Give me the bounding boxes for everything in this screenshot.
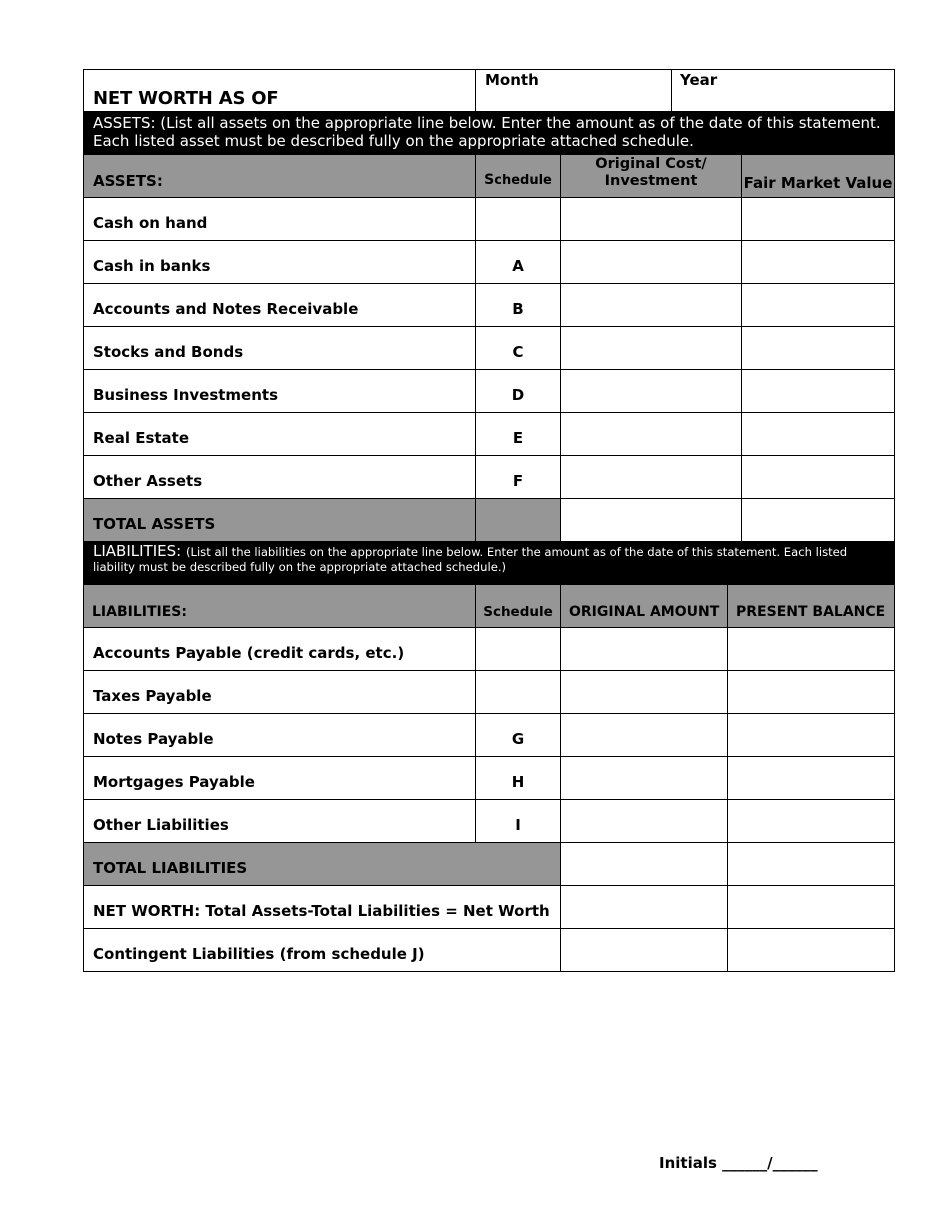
schedule-header-s: S [484, 172, 495, 188]
form-title: NET WORTH AS OF [93, 88, 279, 109]
asset-schedule: C [475, 327, 560, 369]
original-cost-header-line1: Original Cost/ [595, 156, 707, 172]
month-field[interactable] [475, 70, 671, 111]
assets-instructions-bar [83, 112, 895, 155]
asset-fair-market-value-field[interactable] [741, 198, 894, 240]
liability-row [83, 757, 895, 800]
liability-schedule: I [475, 800, 560, 842]
liability-label: Mortgages Payable [93, 773, 255, 791]
asset-schedule: B [475, 284, 560, 326]
contingent-liabilities-row [83, 929, 895, 972]
liability-label: Notes Payable [93, 730, 214, 748]
asset-fair-market-value-field[interactable] [741, 413, 894, 455]
asset-fair-market-value-field[interactable] [741, 327, 894, 369]
asset-original-cost-field[interactable] [560, 456, 741, 498]
liabilities-instructions [84, 542, 894, 575]
liability-row [83, 671, 895, 714]
asset-original-cost-field[interactable] [560, 241, 741, 283]
liability-row [83, 800, 895, 843]
net-worth-row [83, 886, 895, 929]
liability-present-balance-field[interactable] [727, 714, 894, 756]
liability-schedule: G [475, 714, 560, 756]
liability-schedule: H [475, 757, 560, 799]
asset-row [83, 456, 895, 499]
liability-present-balance-field[interactable] [727, 628, 894, 670]
asset-row [83, 241, 895, 284]
liability-row [83, 714, 895, 757]
liability-original-amount-field[interactable] [560, 757, 727, 799]
asset-row [83, 198, 895, 241]
asset-label: Stocks and Bonds [93, 343, 244, 361]
asset-label: Cash on hand [93, 214, 208, 232]
liabilities-instructions-line2: liability must be described fully on the appropriate attached schedule.) [93, 560, 507, 574]
liability-original-amount-field[interactable] [560, 671, 727, 713]
original-cost-header [560, 155, 741, 197]
schedule-header-rest: chedule [494, 173, 552, 188]
asset-original-cost-field[interactable] [560, 284, 741, 326]
total-assets-schedule-shaded [475, 499, 560, 541]
initials-field[interactable]: Initials ______/______ [659, 1154, 818, 1172]
asset-label: Business Investments [93, 386, 279, 404]
asset-row [83, 413, 895, 456]
asset-schedule: F [475, 456, 560, 498]
asset-original-cost-field[interactable] [560, 370, 741, 412]
liabilities-header-row [83, 585, 895, 628]
assets-instructions-line2: Each listed asset must be described fully on the appropriate attached schedule. [93, 132, 694, 150]
asset-row [83, 370, 895, 413]
total-assets-row [83, 499, 895, 542]
asset-original-cost-field[interactable] [560, 327, 741, 369]
asset-label: Accounts and Notes Receivable [93, 300, 359, 318]
liabilities-instructions-title: LIABILITIES: [93, 542, 182, 560]
liabilities-instructions-bar [83, 542, 895, 585]
net-worth-label: NET WORTH: Total Assets-Total Liabilities = Net Worth [93, 902, 550, 920]
fair-market-value-header: Fair Market Value [741, 155, 894, 197]
total-liabilities-original-amount-field[interactable] [560, 843, 727, 885]
net-worth-original-amount-field[interactable] [560, 886, 727, 928]
liability-label: Accounts Payable (credit cards, etc.) [93, 644, 405, 662]
asset-original-cost-field[interactable] [560, 413, 741, 455]
total-assets-original-cost-field[interactable] [560, 499, 741, 541]
contingent-original-amount-field[interactable] [560, 929, 727, 971]
liability-present-balance-field[interactable] [727, 800, 894, 842]
year-label: Year [680, 71, 718, 89]
liability-present-balance-field[interactable] [727, 671, 894, 713]
net-worth-form [83, 69, 895, 972]
asset-original-cost-field[interactable] [560, 198, 741, 240]
liability-schedule [475, 671, 560, 713]
asset-schedule: E [475, 413, 560, 455]
assets-header-row [83, 155, 895, 198]
liability-present-balance-field[interactable] [727, 757, 894, 799]
net-worth-present-balance-field[interactable] [727, 886, 894, 928]
original-amount-header: ORIGINAL AMOUNT [560, 585, 727, 627]
asset-row [83, 284, 895, 327]
assets-header-label: ASSETS: [93, 172, 163, 190]
original-cost-header-line2: Investment [604, 173, 698, 189]
asset-schedule: A [475, 241, 560, 283]
liability-original-amount-field[interactable] [560, 714, 727, 756]
assets-instructions-line1: ASSETS: (List all assets on the appropriate line below. Enter the amount as of the date of this statement. [93, 114, 881, 132]
asset-label: Cash in banks [93, 257, 211, 275]
asset-row [83, 327, 895, 370]
total-assets-label: TOTAL ASSETS [84, 499, 475, 541]
total-liabilities-present-balance-field[interactable] [727, 843, 894, 885]
liabilities-schedule-header: Schedule [475, 585, 560, 627]
liability-label: Taxes Payable [93, 687, 212, 705]
liability-original-amount-field[interactable] [560, 628, 727, 670]
liability-schedule [475, 628, 560, 670]
liability-label: Other Liabilities [93, 816, 229, 834]
present-balance-header: PRESENT BALANCE [727, 585, 894, 627]
asset-fair-market-value-field[interactable] [741, 370, 894, 412]
month-label: Month [485, 71, 539, 89]
asset-schedule: D [475, 370, 560, 412]
asset-fair-market-value-field[interactable] [741, 241, 894, 283]
contingent-liabilities-label: Contingent Liabilities (from schedule J) [93, 945, 425, 963]
schedule-header [475, 155, 560, 197]
liability-original-amount-field[interactable] [560, 800, 727, 842]
contingent-present-balance-field[interactable] [727, 929, 894, 971]
title-row [83, 69, 895, 112]
assets-instructions [84, 112, 894, 150]
asset-fair-market-value-field[interactable] [741, 456, 894, 498]
liabilities-header-label: LIABILITIES: [92, 604, 187, 620]
asset-label: Real Estate [93, 429, 190, 447]
year-field[interactable] [671, 70, 894, 111]
liabilities-instructions-line1: (List all the liabilities on the appropriate line below. Enter the amount as of the date of this statement. Each listed [185, 545, 848, 559]
asset-fair-market-value-field[interactable] [741, 284, 894, 326]
asset-schedule [475, 198, 560, 240]
asset-label: Other Assets [93, 472, 203, 490]
liability-row [83, 628, 895, 671]
total-liabilities-row [83, 843, 895, 886]
total-liabilities-label: TOTAL LIABILITIES [84, 843, 560, 885]
total-assets-fair-market-value-field[interactable] [741, 499, 894, 541]
